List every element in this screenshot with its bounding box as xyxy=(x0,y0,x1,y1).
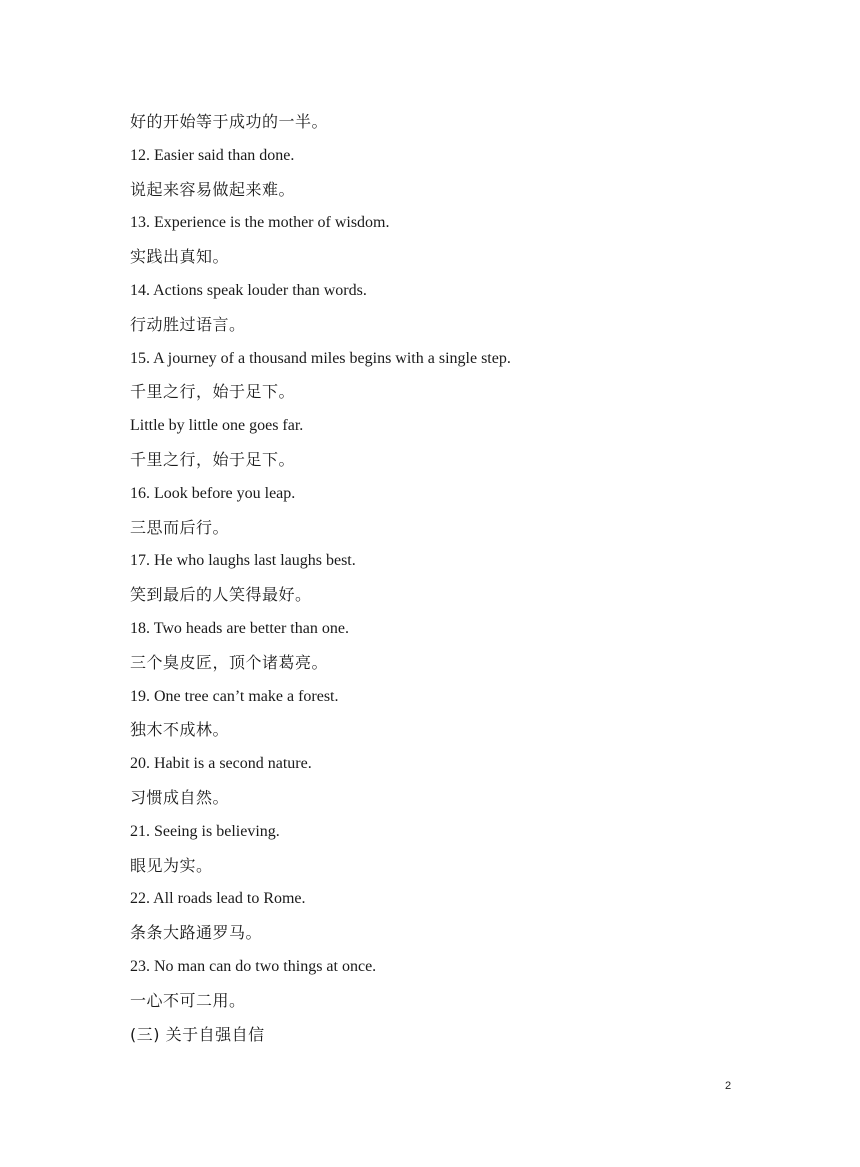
list-item: 三思而后行。 xyxy=(130,517,230,537)
list-item: 一心不可二用。 xyxy=(130,990,246,1010)
list-item: 说起来容易做起来难。 xyxy=(130,179,296,199)
list-item: 23. No man can do two things at once. xyxy=(130,957,377,975)
list-item: 14. Actions speak louder than words. xyxy=(130,281,367,299)
list-item: 16. Look before you leap. xyxy=(130,484,296,502)
list-item: 22. All roads lead to Rome. xyxy=(130,890,306,908)
list-item: Little by little one goes far. xyxy=(130,417,304,435)
list-item: 眼见为实。 xyxy=(130,855,213,875)
list-item: 千里之行，始于足下。 xyxy=(130,449,296,469)
list-item: 习惯成自然。 xyxy=(130,787,230,807)
list-item: 好的开始等于成功的一半。 xyxy=(130,112,329,131)
list-item: 17. He who laughs last laughs best. xyxy=(130,552,356,570)
section-heading: (三) 关于自强自信 xyxy=(130,1024,265,1044)
list-item: 三个臭皮匠，顶个诸葛亮。 xyxy=(130,652,329,672)
list-item: 21. Seeing is believing. xyxy=(130,822,280,840)
list-item: 15. A journey of a thousand miles begins with a single step. xyxy=(130,349,511,367)
list-item: 19. One tree can’t make a forest. xyxy=(130,687,339,705)
proverb-list xyxy=(130,108,770,1054)
list-item: 条条大路通罗马。 xyxy=(130,923,263,943)
list-item: 笑到最后的人笑得最好。 xyxy=(130,585,312,605)
list-item: 行动胜过语言。 xyxy=(130,314,246,334)
list-item: 13. Experience is the mother of wisdom. xyxy=(130,214,390,232)
page-number: 2 xyxy=(724,1080,732,1092)
list-item: 18. Two heads are better than one. xyxy=(130,619,349,637)
list-item: 实践出真知。 xyxy=(130,247,230,267)
list-item: 20. Habit is a second nature. xyxy=(130,755,312,773)
list-item: 12. Easier said than done. xyxy=(130,146,295,164)
list-item: 千里之行，始于足下。 xyxy=(130,382,296,402)
list-item: 独木不成林。 xyxy=(130,720,230,740)
